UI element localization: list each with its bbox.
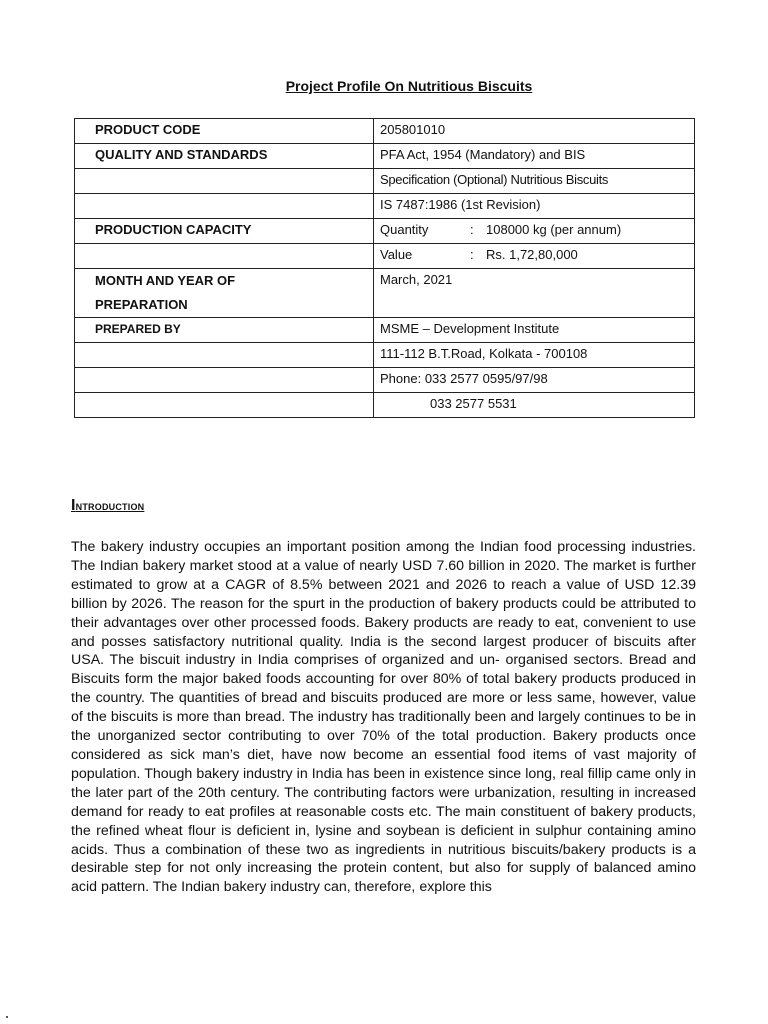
month-label-line-2: PREPARATION (95, 297, 188, 312)
introduction-heading-initial: I (71, 497, 76, 514)
value-cell (374, 244, 695, 269)
table-row (75, 393, 695, 418)
quality-label: QUALITY AND STANDARDS (75, 144, 374, 169)
empty-cell (75, 194, 374, 219)
value-value: Rs. 1,72,80,000 (486, 247, 578, 262)
document-title: Project Profile On Nutritious Biscuits (285, 78, 533, 94)
empty-cell (75, 393, 374, 418)
empty-cell (75, 244, 374, 269)
quantity-key: Quantity (380, 222, 429, 237)
empty-cell (75, 343, 374, 368)
quality-line-2: Specification (Optional) Nutritious Biscuits (374, 169, 695, 194)
introduction-paragraph: The bakery industry occupies an important position among the Indian food processing industries. The Indian bakery market stood at a value of nearly USD 7.60 billion in 2020. The market is further estimated to grow at a CAGR of 8.5% between 2021 and 2026 to reach a value of USD 12.39 billion by 2026. The reason for the spurt in the production of bakery products could be attributed to their advantages over other processed foods. Bakery products are ready to eat, convenient to use and posses satisfactory nutritional quality. India is the second largest producer of biscuits after USA. The biscuit industry in India comprises of organized and un- organised sectors. Bread and Biscuits form the major baked foods accounting for over 80% of total bakery products produced in the country. The quantities of bread and biscuits produced are more or less same, however, value of the biscuits is more than bread. The industry has traditionally been and largely continues to be in the unorganized sector contributing to over 70% of the total production. Bakery products once considered as sick man’s diet, have now become an essential food items of vast majority of population. Though bakery industry in India has been in existence since long, real fillip came only in the later part of the 20th century. The contributing factors were urbanization, resulting in increased demand for ready to eat profiles at reasonable costs etc. The main constituent of bakery products, the refined wheat flour is deficient in, lysine and soybean is deficient in sulphur containing amino acids. Thus a combination of these two as ingredients in nutritious biscuits/bakery products is a desirable step for not only increasing the protein content, but also for supply of balanced amino acid pattern. The Indian bakery industry can, therefore, explore this (71, 539, 696, 896)
table-row (75, 144, 695, 169)
page-mark (6, 1016, 8, 1018)
prepared-line-1: MSME – Development Institute (374, 318, 695, 343)
introduction-heading (71, 497, 144, 515)
month-value: March, 2021 (374, 269, 695, 318)
project-profile-table (74, 118, 695, 418)
quantity-cell (374, 219, 695, 244)
prepared-line-4: 033 2577 5531 (374, 393, 695, 418)
quantity-value: 108000 kg (per annum) (486, 222, 622, 237)
empty-cell (75, 368, 374, 393)
quantity-colon: : (470, 222, 474, 237)
table-row (75, 119, 695, 144)
table-row (75, 343, 695, 368)
table-row (75, 368, 695, 393)
month-label-line-1: MONTH AND YEAR OF (95, 273, 236, 288)
prepared-line-2: 111-112 B.T.Road, Kolkata - 700108 (374, 343, 695, 368)
introduction-heading-rest: ntroduction (75, 498, 145, 513)
quality-line-1: PFA Act, 1954 (Mandatory) and BIS (374, 144, 695, 169)
table-row (75, 169, 695, 194)
value-key: Value (380, 247, 413, 262)
table-row (75, 269, 695, 318)
value-colon: : (470, 247, 474, 262)
table-row (75, 244, 695, 269)
product-code-value: 205801010 (374, 119, 695, 144)
prepared-label: PREPARED BY (75, 318, 374, 343)
product-code-label: PRODUCT CODE (75, 119, 374, 144)
table-row (75, 194, 695, 219)
capacity-label: PRODUCTION CAPACITY (75, 219, 374, 244)
month-label (75, 269, 374, 318)
table-row (75, 219, 695, 244)
empty-cell (75, 169, 374, 194)
table-row (75, 318, 695, 343)
prepared-line-3: Phone: 033 2577 0595/97/98 (374, 368, 695, 393)
quality-line-3: IS 7487:1986 (1st Revision) (374, 194, 695, 219)
